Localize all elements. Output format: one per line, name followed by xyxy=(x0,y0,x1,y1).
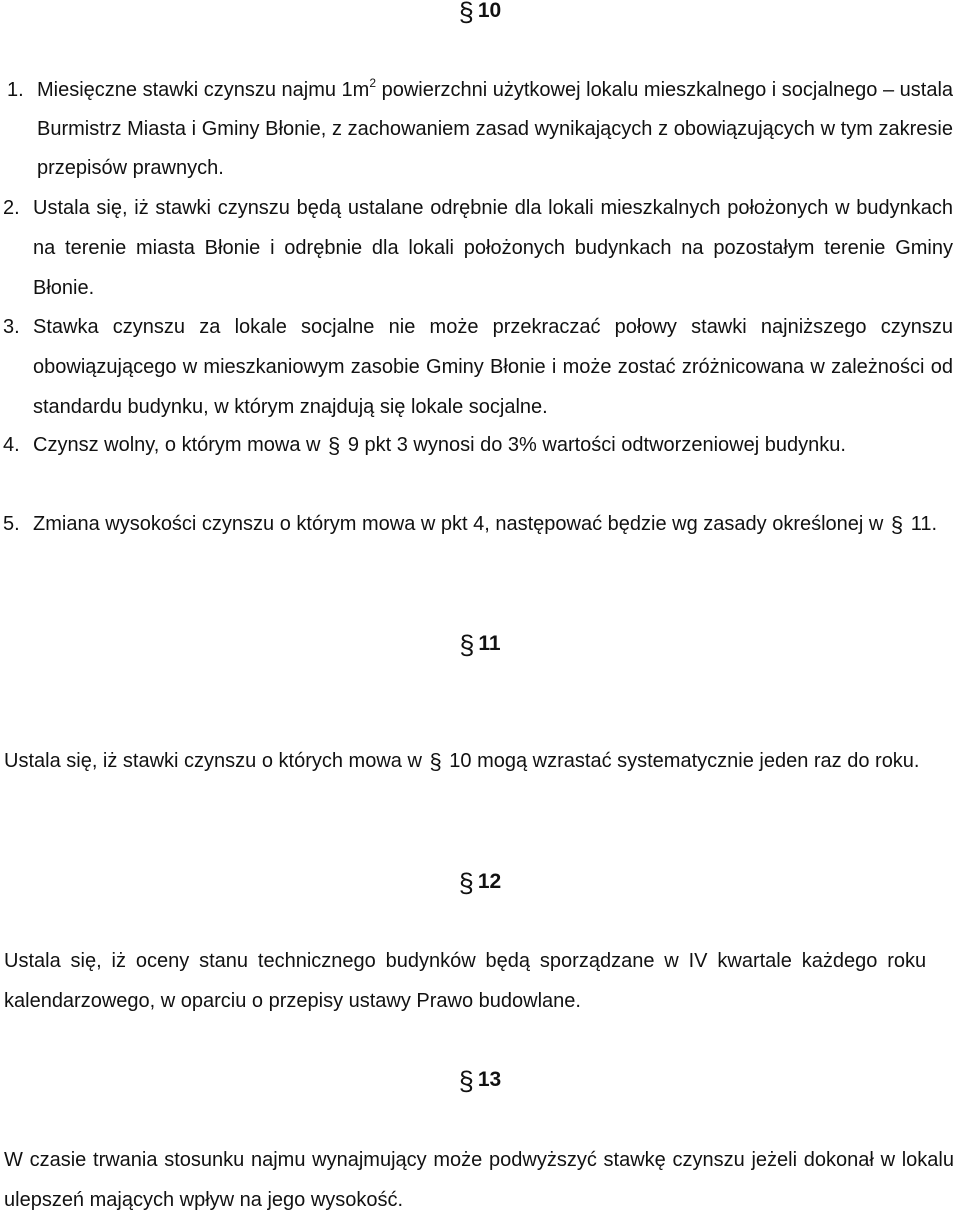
section-number: 12 xyxy=(477,870,502,893)
item-text-part: 9 pkt 3 wynosi do 3% wartości odtworzeniowej budynku. xyxy=(342,434,846,456)
section-11-text xyxy=(4,741,954,782)
paragraph-text-part: 10 mogą wzrastać systematycznie jeden raz do roku. xyxy=(443,750,920,772)
superscript: 2 xyxy=(369,76,377,90)
item-text-part: powierzchni użytkowej lokalu mieszkalnego i socjalnego – ustala Burmistrz Miasta i Gminy Błonie, z zachowaniem zasad wynikających z obowiązujących w tym zakresie przepisów prawnych. xyxy=(37,79,954,179)
item-text-part: 11. xyxy=(905,513,938,535)
section-10-item-3 xyxy=(3,307,953,427)
section-12-text xyxy=(4,941,954,1021)
section-10-item-5 xyxy=(3,504,953,545)
section-number: 11 xyxy=(478,632,501,655)
paragraph-text: W czasie trwania stosunku najmu wynajmujący może podwyższyć stawkę czynszu jeżeli dokonał w lokalu ulepszeń mających wpływ na jego wysokość. xyxy=(4,1149,954,1211)
section-symbol: § xyxy=(458,0,474,27)
section-symbol: § xyxy=(429,749,442,774)
section-symbol: § xyxy=(459,630,475,660)
item-label: 2. xyxy=(3,197,20,219)
item-text-part: Zmiana wysokości czynszu o którym mowa w pkt 4, następować będzie wg zasady określonej w xyxy=(33,513,889,535)
section-12-heading xyxy=(0,868,960,898)
section-13-text xyxy=(4,1140,954,1220)
section-symbol: § xyxy=(458,1066,474,1096)
item-text-part: Miesięczne stawki czynszu najmu 1m xyxy=(37,79,370,101)
section-10-item-2 xyxy=(3,188,953,308)
item-label: 1. xyxy=(7,79,24,101)
section-10-heading xyxy=(0,0,960,27)
section-symbol: § xyxy=(458,868,474,898)
paragraph-text-part: kalendarzowego, w oparciu o przepisy ustawy Prawo budowlane. xyxy=(4,990,581,1012)
section-11-heading xyxy=(0,630,960,660)
item-text: Ustala się, iż stawki czynszu będą ustalane odrębnie dla lokali mieszkalnych położonych w budynkach na terenie miasta Błonie i odrębnie dla lokali położonych budynkach na pozostałym terenie Gminy Błonie. xyxy=(33,197,953,299)
paragraph-text-part: Ustala się, iż stawki czynszu o których mowa w xyxy=(4,750,428,772)
item-label: 5. xyxy=(3,513,20,535)
section-10-item-4 xyxy=(3,425,953,466)
item-text-part: Czynsz wolny, o którym mowa w xyxy=(33,434,327,456)
section-symbol: § xyxy=(328,433,341,458)
section-number: 10 xyxy=(477,0,502,22)
item-label: 3. xyxy=(3,316,20,338)
section-symbol: § xyxy=(890,512,904,537)
paragraph-text-part: Ustala się, iż oceny stanu technicznego budynków będą sporządzane w IV kwartale każdego roku xyxy=(4,950,927,972)
item-label: 4. xyxy=(3,434,20,456)
section-10-item-1 xyxy=(7,71,954,188)
section-number: 13 xyxy=(477,1068,502,1091)
section-13-heading xyxy=(0,1066,960,1096)
item-text: Stawka czynszu za lokale socjalne nie może przekraczać połowy stawki najniższego czynszu obowiązującego w mieszkaniowym zasobie Gminy Błonie i może zostać zróżnicowana w zależności od standardu budynku, w którym znajdują się lokale socjalne. xyxy=(33,316,953,418)
